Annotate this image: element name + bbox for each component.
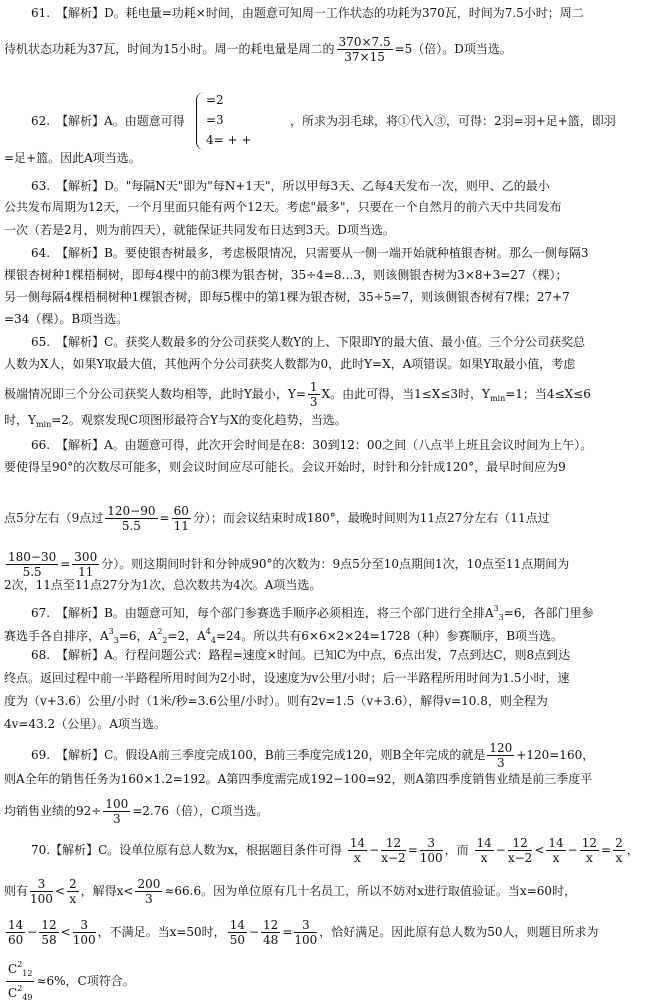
- q66-line5: 2次，11点至11点27分为1次，总次数共为4次。A项当选。: [4, 578, 322, 592]
- fraction: $\frac{100}{3}$: [105, 797, 129, 826]
- q61-line1: 61. 【解析】D。耗电量=功耗×时间，由题意可知周一工作状态的功耗为370瓦，时间为7.5小时；周二: [31, 6, 584, 20]
- q65-line4: 时，$Y_{min}=2$。观察发现C项图形最符合Y与X的变化趋势，当选。: [4, 413, 347, 429]
- fraction: $\frac{1}{3}$: [309, 380, 318, 409]
- q62-line1b: ，所求为羽毛球，将①代入③，可得：2羽=羽+足+篮，即羽: [290, 114, 616, 128]
- q64-line1: 64. 【解析】B。要使银杏树最多，考虑极限情况，只需要从一侧一端开始就种植银杏树。那么一侧每隔3: [31, 246, 589, 260]
- q70-line2: 则有 $\frac{3}{100}$ < $\frac{2}{x}$ ，解得x< $\frac{200}{3}$ ≈66.6。因为单位原有几十名员工，所以不妨对x进行取值验证。当x=60时，: [4, 877, 576, 906]
- q69-line3: 均销售业绩的92÷ $\frac{100}{3}$ =2.76（倍），C项当选。: [4, 797, 269, 826]
- q61-line2: 待机状态功耗为37瓦，时间为15小时。周一的耗电量是周二的 $\frac{370\times 7.5}{37\times 15}$ =5（倍）。D项当选。: [4, 35, 512, 64]
- q68-line4: 4v=43.2（公里）。A项当选。: [4, 717, 166, 731]
- q66-line2: 要使得呈90°的次数尽可能多，则会议时间应尽可能长。会议开始时，时针和分针成120°，最早时间应为9: [4, 460, 566, 474]
- q63-line2: 公共发布周期为12天，一个月里面只能有两个12天。考虑"最多"，只要在一个自然月的前六天中共同发布: [4, 200, 562, 214]
- q67-line2: 赛选手各自排序，$A^3_3=6$，$A^2_2=2$，$A^4_4=24$。所以共有6×6×2×24=1728（种）参赛顺序，B项当选。: [4, 627, 564, 645]
- q65-line2: 人数为X人，如果Y取最大值，其他两个分公司获奖人数都为0，此时Y=X，A项错误。如果Y取最小值，考虑: [4, 357, 576, 371]
- q64-line3: 另一侧每隔4棵梧桐树种1棵银杏树，即每5棵中的第1棵为银杏树，35÷5=7，则该侧银杏树有7棵；27+7: [4, 290, 570, 304]
- q69-line1: 69. 【解析】C。假设A前三季度完成100，B前三季度完成120，则B全年完成的就是 $\frac{120}{3}$ +120=160，: [31, 741, 595, 770]
- q70-line3: $\frac{14}{60}$ − $\frac{12}{58}$ < $\frac{3}{100}$ ，不满足。当x=50时， $\frac{14}{50}$ − $\frac{12}{48}$ = $\frac{3}{100}$ ，恰好满足。因此原有总人数为50人，则题目所求为: [8, 918, 599, 947]
- q66-line4: $\frac{180-30}{5.5}$ = $\frac{300}{11}$ 分）。则这期间时针和分钟成90°的次数为：9点5分至10点期间1次，10点至11点期间为: [8, 550, 570, 579]
- q68-line3: 度为（v+3.6）公里/小时（1米/秒=3.6公里/小时）。则有2v=1.5（v+3.6），解得v=10.8，则全程为: [4, 694, 548, 708]
- q66-line1: 66. 【解析】A。由题意可得，此次开会时间是在8：30到12：00之间（八点半上班且会议时间为上午）。: [31, 438, 593, 452]
- q63-line3: 一次（若是2月，则为前四天），就能保证共同发布日达到3天。D项当选。: [4, 223, 395, 237]
- q65-line3: 极端情况即三个分公司获奖人数均相等，此时Y最小，Y= $\frac{1}{3}$ X。由此可得，当1≤X≤3时，$Y_{min}=1$；当4≤X≤6: [4, 380, 591, 409]
- q65-line1: 65. 【解析】C。获奖人数最多的分公司获奖人数Y的上、下限即Y的最大值、最小值。三个分公司获奖总: [31, 335, 586, 349]
- fraction: $\frac{120-90}{5.5}$: [107, 504, 156, 533]
- equation-system: =2 =3 4= + +: [196, 92, 276, 150]
- q63-line1: 63. 【解析】D。"每隔N天"即为"每N+1天"，所以甲每3天、乙每4天发布一次，则甲、乙的最小: [31, 179, 550, 193]
- q70-line4: $\frac{C^2_{12}}{C^2_{49}}$ ≈6%，C项符合。: [4, 958, 135, 1005]
- q62-line2: =足+篮。因此A项当选。: [4, 151, 141, 165]
- q64-line2: 棵银杏树种1棵梧桐树，即每4棵中的前3棵为银杏树，35÷4=8…3，则该侧银杏树为3×8+3=27（棵）；: [4, 268, 568, 282]
- fraction: $\frac{180-30}{5.5}$: [8, 550, 57, 579]
- q68-line2: 终点。返回过程中前一半路程所用时间为2小时，设速度为v公里/小时；后一半路程所用时间为1.5小时，速: [4, 671, 570, 685]
- fraction: $\frac{60}{11}$: [173, 504, 189, 533]
- fraction: $\frac{370\times 7.5}{37\times 15}$: [338, 35, 391, 64]
- q66-line3: 点5分左右（9点过 $\frac{120-90}{5.5}$ = $\frac{60}{11}$ 分）；而会议结束时成180°，最晚时间则为11点27分左右（11点过: [4, 504, 550, 533]
- q64-line4: =34（棵）。B项当选。: [4, 312, 129, 326]
- q70-line1: 70.【解析】C。设单位原有总人数为x，根据题目条件可得 $\frac{14}{x}$ − $\frac{12}{x-2}$ = $\frac{3}{100}$ ，而 $\frac{14}{x}$ − $\frac{12}{x-2}$ < $\frac{14}{x}$ − $\frac{12}{x}$ = $\frac{2}{x}$ ，: [31, 836, 639, 865]
- fraction: $\frac{300}{11}$: [74, 550, 98, 579]
- q68-line1: 68. 【解析】A。行程问题公式：路程=速度×时间。已知C为中点，6点出发，7点到达C，则8点到达: [31, 648, 571, 662]
- q69-line2: 则A全年的销售任务为160×1.2=192。A第四季度需完成192−100=92，则A第四季度销售业绩是前三季度平: [4, 772, 593, 786]
- combination-fraction: $\frac{C^2_{12}}{C^2_{49}}$: [8, 960, 33, 1002]
- q62-line1a: 62. 【解析】A。由题意可得: [31, 114, 185, 128]
- fraction: $\frac{120}{3}$: [489, 741, 513, 770]
- q67-line1: 67. 【解析】B。由题意可知，每个部门参赛选手顺序必须相连，将三个部门进行全排$A^3_3=6$，各部门里参: [31, 604, 594, 622]
